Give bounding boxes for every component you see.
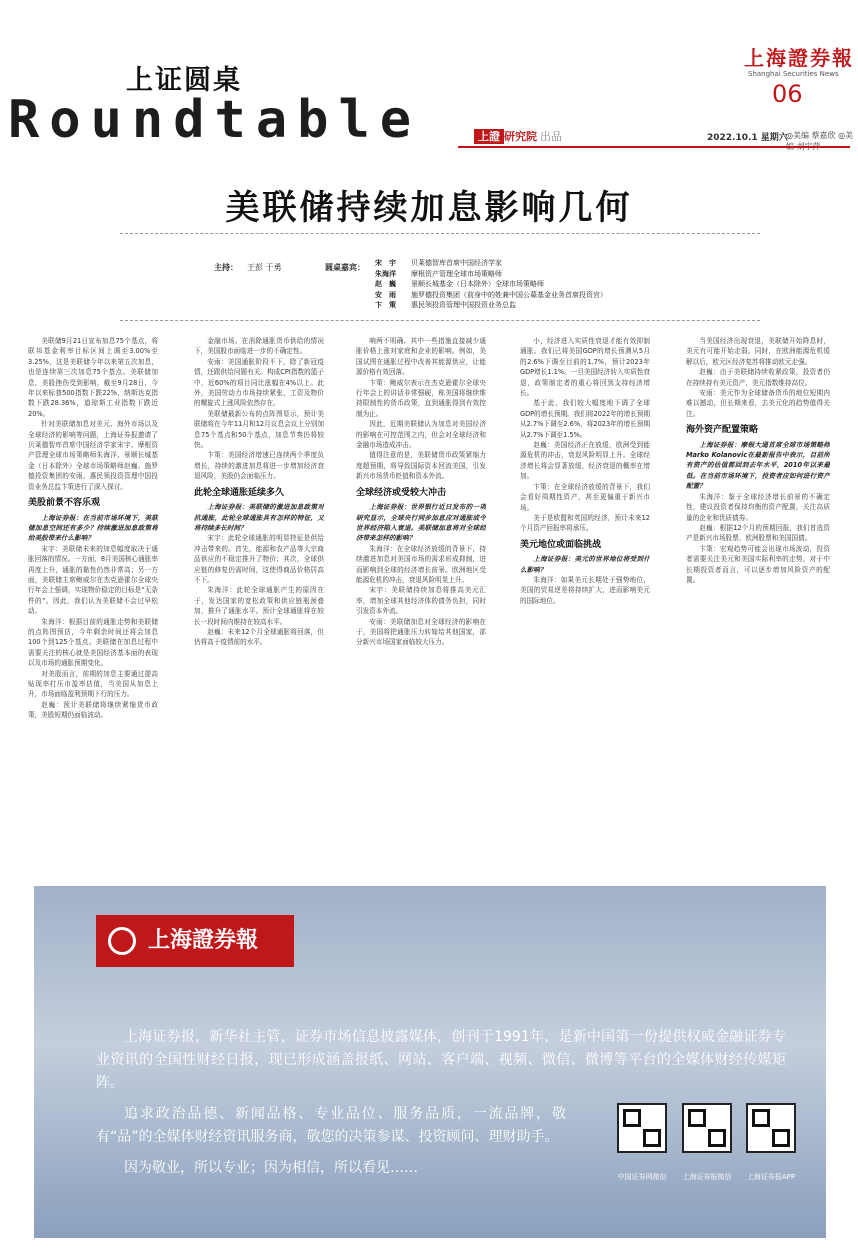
article-paragraph: 朱海洋：此轮全球通胀产生的原因在于，发达国家的宽松政策和供应链瓶颈叠加，推升了通胀水平。预计全球通胀将在较长一段时间内维持在较高水平。 [194,586,324,626]
page-number: 06 [772,80,803,108]
interview-question: 上海证券报：世界银行近日发布的一项研究显示，全球央行同步加息应对通胀或令世界经济陷入衰退。美联储加息将对全球经济带来怎样的影响？ [356,503,486,543]
article-column-2 [194,336,324,816]
article-paragraph: 朱海洋：如果美元长期处于强势地位，美国的贸易逆差将持续扩大，进而影响美元的国际地位。 [520,575,650,605]
guest-title: 摩根资产管理全球市场策略师 [411,269,502,278]
divider [120,233,760,234]
guest-name: 赵 巍 [375,280,396,288]
guest-name: 朱海洋 [375,269,396,278]
qr-code-icon [617,1103,667,1153]
article-paragraph: 金融市场。在消除通胀货币供给的情况下，美国股市面临进一步的不确定性。 [194,337,324,356]
qr-label: 中国证券网微信 [617,1173,667,1181]
page-headline: 美联储持续加息影响几何 [225,188,633,228]
article-paragraph: 安雨：美国通胀阶段不下，除了新冠疫情，还跟供给问题有关。构成CPI指数的篮子中，近60%的项目同比涨幅在4%以上。此外，美国劳动力市场持续紧张，工资及物价的螺旋式上涨风险依然存在。 [194,357,324,408]
research-institute-logo [474,128,562,144]
article-paragraph: 响两不明确。其中一些措施直接减少通胀价格上涨对家庭和企业的影响。例如，美国试图在通胀过程中改善其能源供应，让能源价格有效回落。 [356,337,486,377]
guest-row [375,269,607,280]
qr-label: 上海证券报微信 [682,1173,732,1181]
research-logo-suffix: 出品 [540,130,562,143]
guest-list [375,258,607,311]
qr-label: 上海证券报APP [746,1173,796,1181]
article-column-5 [686,336,830,816]
interview-question: 上海证券报：摩根大通首席全球市场策略师Marko Kolanovic在最新报告中表示，目前所有资产的估值都回到去年水平，2010年以来最低。在当前市场环境下，投资者应如何进行资产配置？ [686,440,830,491]
article-paragraph: 朱海洋：在全球经济放缓的背景下，持续激进加息对美国市场的需求形成抑制，进而影响到全球的经济增长前景。欧洲地区受能源危机的冲击，衰退风险明显上升。 [356,544,486,584]
guest-name: 安 雨 [375,290,396,299]
article-paragraph: 对美股而言，前期的加息主要通过提高贴现率打压市盈率估值，当美国从加息上升，市场面临盈利预期下行的压力。 [28,669,158,699]
article-paragraph: 赵巍：根据12个月的预期回报，我们首选资产是新兴市场股票、欧洲股票和美国国债。 [686,523,830,543]
article-paragraph: 赵巍：美国经济正在放缓，欧洲受到能源危机的冲击，衰退风险明显上升。全球经济增长将会显著放缓，经济衰退的概率在增加。 [520,441,650,481]
guest-row [375,258,607,269]
article-paragraph: 美于是欧盟和英国的经济，预计未来12个月资产回报率将承压。 [520,513,650,533]
guest-title: 惠民领投资管理中国投资业务总监 [411,301,516,309]
section-heading: 此轮全球通胀延续多久 [194,487,285,498]
article-paragraph: 卞策：宏观趋势可能会出现市场波动，投资者需要关注美元和美国实际利率的走势，对于中长期投资者而言，可以逐步增加风险资产的配置。 [686,544,830,584]
newspaper-logo: 上海證券報 [744,46,854,70]
article-column-1 [28,336,158,816]
interview-question: 上海证券报：美元的世界地位将受到什么影响？ [520,555,650,574]
qr-code-icon [746,1103,796,1153]
article-paragraph: 赵巍：未来12个月全球通胀将回落，但仍将高于疫情前的水平。 [194,627,324,647]
article-paragraph: 美联储9月21日宣布加息75个基点，将联邦基金利率目标区间上调至3.00%至3.25%，这是美联储今年以来第五次加息，也是连续第三次加息75个基点。美联储加息，美股挫伤受到影响，截至9月28日，今年以来标普500指数下跌22%，纳斯达克指数下跌28.36%，道琼斯工业指数下跌近20%。 [28,337,158,418]
article-paragraph: 宋宇：美联储持续加息将推高美元汇率，增加全球其他经济体的债务负担，同时引发资本外流。 [356,586,486,616]
host-label: 主持： [214,263,238,272]
header-rule [458,146,850,148]
article-column-4 [520,336,650,816]
newspaper-logo-english: Shanghai Securities News [748,70,839,78]
guest-row [375,290,607,301]
article-paragraph: 朱海洋：根据目前的通胀走势和美联储的点阵图预估，今年剩余时间还将会加息100个到125个基点。美联储在加息过程中需要关注的核心就是美国经济基本面的表现以及市场的通胀预期变化。 [28,617,158,668]
host-names: 王彭 于勇 [247,263,282,272]
article-paragraph: 因此，近期美联储认为加息对美国经济的影响在可控范围之内，但会对全球经济和金融市场造成冲击。 [356,420,486,450]
research-logo-main: 研究院 [504,130,537,143]
article-paragraph: 赵巍：预计美联储将继续紧缩货币政策，美股短期仍面临波动。 [28,700,158,720]
ad-paragraph: 因为敬业，所以专业；因为相信，所以看见…… [124,1160,418,1176]
article-paragraph: 小，经济进入实质性衰退才能有效抑制通胀。我们已将美国GDP的增长预测从5月的2.6%下调至目前的1.7%，预计2023年GDP增长1.1%。一旦美国经济转入实质性衰退，政策制定者的重心将回到支持经济增长。 [520,337,650,398]
guest-title: 施罗德投资集团（前身中的姓兼中国公募基金业务首席投资官） [411,290,607,299]
guest-title: 景顺长城基金（日本除外）全球市场策略师 [411,280,544,288]
interview-question: 上海证券报：在当前市场环境下，美联储加息空间还有多少？持续激进加息政策将给美股带来什么影响？ [28,513,158,543]
ad-logo [96,915,294,967]
section-heading: 海外资产配置策略 [686,425,759,436]
article-paragraph: 美联储最新公布的点阵图显示，预计美联储将在今年11月和12月议息会议上分别加息75个基点和50个基点，加息节奏仍将较快。 [194,409,324,450]
research-logo-prefix: 上證 [474,129,504,144]
guest-row [375,279,607,290]
article-paragraph: 卞策：美国经济增速已连续两个季度负增长，持续的激进加息将进一步增加经济衰退风险，美股仍会面临压力。 [194,451,324,481]
article-column-3 [356,336,486,816]
article-paragraph: 卞策：鲍威尔表示在杰克逊霍尔全球央行年会上的讲话非常强硬，称美国将继续维持限制性的货币政策，直到通胀得到有效控制为止。 [356,378,486,418]
guest-title: 贝莱德智库首席中国经济学家 [411,259,502,267]
guest-name: 卞 策 [375,301,396,309]
section-heading: 美元地位或面临挑战 [520,539,602,550]
article-paragraph: 基于此，我们较大幅度地下调了全球GDP的增长预期。我们将2022年的增长预期从2.7%下调至2.6%，将2023年的增长预期从2.7%下调至1.5%。 [520,399,650,439]
column-title: 上证圆桌 [126,65,242,96]
editor-credits: ◎美编 蔡嘉欣 ◎美 [786,131,854,140]
logo-mark-icon [108,927,136,955]
interview-question: 上海证券报：美联储的激进加息政策对抗通胀，此轮全球通胀具有怎样的特征，又将持续多长时间？ [194,503,324,532]
article-paragraph: 朱海洋：鉴于全球经济增长前景的不确定性，建议投资者保持均衡的资产配置，关注高质量的企业和优质债券。 [686,492,830,522]
article-paragraph: 宋宇：此轮全球通胀的明显特征是供给冲击带来的。首先，能源和农产品等大宗商品供应的不稳定推升了物价；其次，全球供应链的修复仍需时间，这使得商品价格居高不下。 [194,534,324,584]
article-paragraph: 卞策：在全球经济放缓的背景下，我们会看好周期性资产，甚至更偏重于新兴市场。 [520,482,650,512]
article-paragraph: 值得注意的是，美联储货币政策紧缩力度超预期，将导致国际资本回流美国，引发新兴市场货币贬值和资本外流。 [356,451,486,481]
issue-date: 2022.10.1 星期六 [707,133,788,143]
section-heading: 美股前景不容乐观 [28,498,101,509]
article-paragraph: 安雨：美元作为全球储备货币的地位短期内难以撼动，但长期来看，去美元化的趋势值得关注。 [686,389,830,418]
article-paragraph: 当美国经济出现衰退，美联储开始降息时，美元有可能开始走弱。同时，在欧洲能源危机缓解以后，欧元区经济复苏将推动欧元走强。 [686,337,830,366]
column-title-english: Roundtable [8,90,422,150]
ad-logo-text: 上海證券報 [148,928,259,953]
ad-paragraph: 追求政治品德、新闻品格、专业品位、服务品质，一流品牌，敬有“品”的全媒体财经资讯服务商，敬您的决策参谋、投资顾问、理财助手。 [96,1106,566,1145]
divider [120,320,760,321]
article-paragraph: 安雨：美联储加息对全球经济的影响在于，美国将把通胀压力转嫁给其他国家，部分新兴市场国家面临较大压力。 [356,617,486,647]
article-paragraph: 针对美联储加息对美元、海外市场以及全球经济的影响等问题，上海证券报邀请了贝莱德智库首席中国经济学家宋宇、摩根资产管理全球市场策略师朱海洋、景顺长城基金（日本除外）全球市场策略师赵巍、施罗德投资集团的安雨、惠民领投资管理中国投资业务总监卞策进行了深入探讨。 [28,420,158,491]
guest-label: 圆桌嘉宾： [325,263,365,272]
guest-name: 宋 宇 [375,259,396,267]
ad-paragraph: 上海证券报，新华社主管，证券市场信息披露媒体，创刊于1991年，是新中国第一份提供权威金融证券专业资讯的全国性财经日报，现已形成涵盖报纸、网站、客户端、视频、微信、微博等平台的全媒体财经传媒矩阵。 [96,1029,786,1091]
article-paragraph: 赵巍：由于美联储持续收紧政策，投资者仍在持续持有美元资产，美元指数维持高位。 [686,368,830,387]
guest-row [375,300,607,311]
qr-code-icon [682,1103,732,1153]
section-heading: 全球经济或受较大冲击 [356,487,447,498]
article-paragraph: 宋宇：美联储未来的加息幅度取决于通胀回落的情况。一方面，8月美国核心通胀率再度上升，通胀的黏性仍然非常高；另一方面，美联储主席鲍威尔在杰克逊霍尔全球央行年会上强调，实现物价稳定的目标是“无条件的”。因此，我们认为美联储不会过早松动。 [28,544,158,616]
